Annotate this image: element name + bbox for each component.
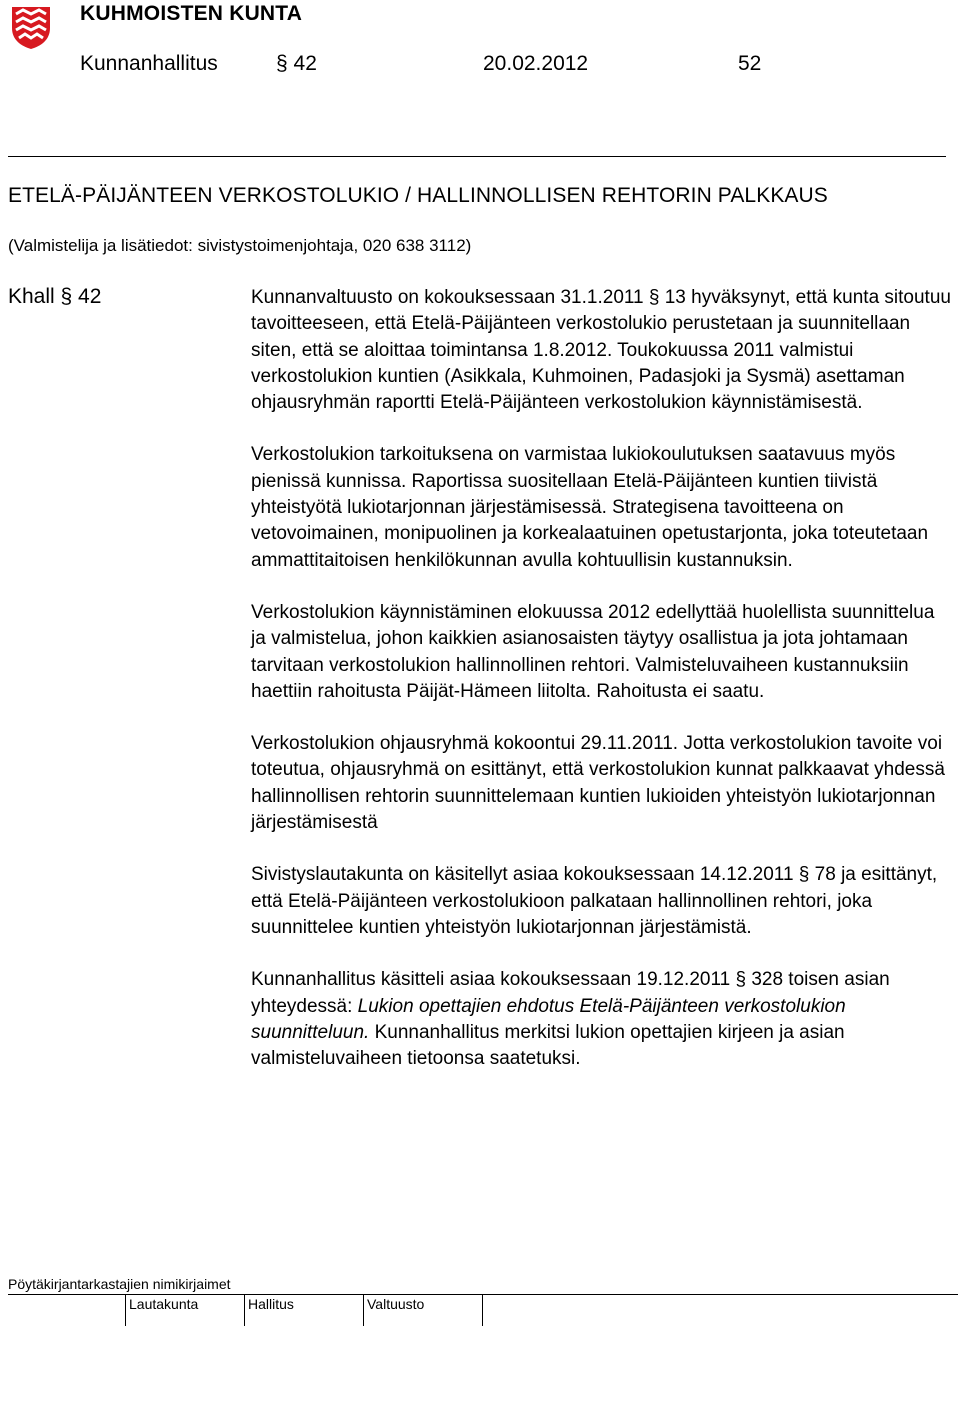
footer-column-government: Hallitus	[248, 1296, 294, 1312]
footer-column-divider	[482, 1294, 483, 1326]
footer-column-divider	[125, 1294, 126, 1326]
footer-column-board: Lautakunta	[129, 1296, 199, 1312]
meeting-body: Kunnanhallitus	[80, 52, 218, 75]
item-title: ETELÄ-PÄIJÄNTEEN VERKOSTOLUKIO / HALLINNOLLISEN REHTORIN PALKKAUS	[8, 184, 828, 207]
footer-column-council: Valtuusto	[367, 1296, 425, 1312]
coat-of-arms-icon	[8, 4, 54, 50]
footer-label: Pöytäkirjantarkastajien nimikirjaimet	[8, 1276, 231, 1292]
header-divider	[8, 156, 946, 157]
paragraph: Verkostolukion käynnistäminen elokuussa 2012 edellyttää huolellista suunnittelua ja valmistelua, johon kaikkien asianosaisten täytyy osallistua ja jota johtamaan tarvitaan verkostolukion hallinnollinen rehtori. Valmisteluvaiheen kustannuksiin haettiin rahoitusta Päijät-Hämeen liitolta. Rahoitusta ei saatu.	[251, 601, 935, 702]
footer-column-divider	[244, 1294, 245, 1326]
item-body	[251, 285, 951, 1098]
preparer-info: (Valmistelija ja lisätiedot: sivistystoimenjohtaja, 020 638 3112)	[8, 236, 472, 255]
paragraph: Verkostolukion tarkoituksena on varmistaa lukiokoulutuksen saatavuus myös pienissä kunnissa. Raportissa suositellaan Etelä-Päijänteen kuntien tiivistä yhteistyötä lukiotarjonnan järjestämisessä. Strategisena tavoitteena on vetovoimainen, monipuolinen ja korkealaatuinen opetustarjonta, joka toteutetaan ammattitaitoisen henkilökunnan avulla kohtuullisin kustannuksin.	[251, 444, 929, 571]
paragraph: Sivistyslautakunta on käsitellyt asiaa kokouksessaan 14.12.2011 § 78 ja esittänyt, että Etelä-Päijänteen verkostolukioon palkataan hallinnollinen rehtori, joka suunnittelee kuntien yhteistyön lukiotarjonnan järjestämistä.	[251, 864, 938, 938]
document-title: Lukion opettajien ehdotus Etelä-Päijänteen verkostolukion suunnitteluun.	[251, 995, 846, 1043]
footer-column-divider	[363, 1294, 364, 1326]
paragraph: Verkostolukion ohjausryhmä kokoontui 29.11.2011. Jotta verkostolukion tavoite voi toteutua, ohjausryhmä on esittänyt, että verkostolukion kunnat palkkaavat yhdessä hallinnollisen rehtorin suunnittelemaan kuntien lukioiden yhteistyön lukiotarjonnan järjestämisestä	[251, 733, 945, 834]
paragraph: Kunnanvaltuusto on kokouksessaan 31.1.2011 § 13 hyväksynyt, että kunta sitoutuu tavoitteeseen, että Etelä-Päijänteen verkostolukio perustetaan ja suunnitellaan siten, että se aloittaa toimintansa 1.8.2012. Toukokuussa 2011 valmistui verkostolukion kuntien (Asikkala, Kuhmoinen, Padasjoki ja Sysmä) asettaman ohjausryhmän raportti Etelä-Päijänteen verkostolukion käynnistämisestä.	[251, 287, 951, 414]
meeting-date: 20.02.2012	[483, 52, 589, 75]
paragraph: Kunnanhallitus käsitteli asiaa kokouksessaan 19.12.2011 § 328 toisen asian yhteydessä: Lukion opettajien ehdotus Etelä-Päijänteen verkostolukion suunnitteluun. Kunnanhallitus merkitsi lukion opettajien kirjeen ja asian valmisteluvaiheen tietoonsa saatetuksi.	[251, 969, 890, 1070]
section-number: § 42	[276, 52, 317, 75]
page-number: 52	[738, 52, 762, 75]
organization-name: KUHMOISTEN KUNTA	[80, 2, 303, 25]
footer-divider	[8, 1294, 958, 1295]
reference-label: Khall § 42	[8, 285, 102, 308]
